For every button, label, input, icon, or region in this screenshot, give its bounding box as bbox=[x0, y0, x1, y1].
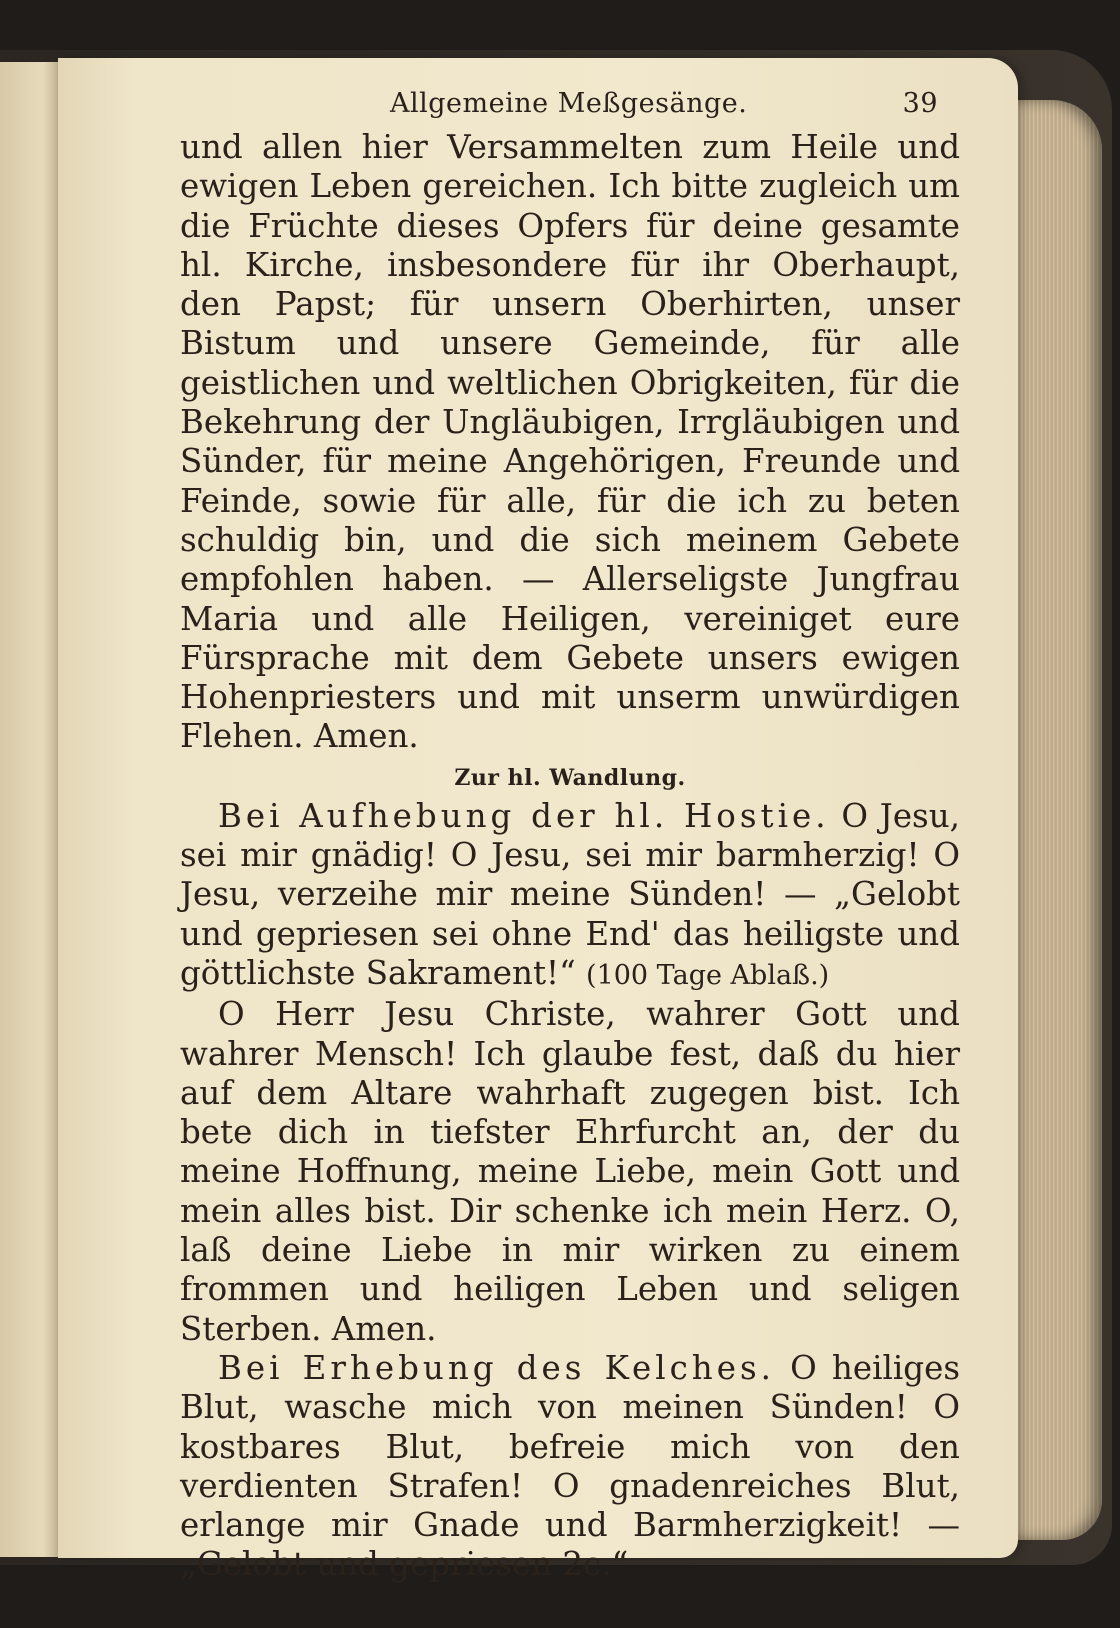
lead-phrase-chalice: Bei Erhebung des Kelches. bbox=[218, 1348, 775, 1387]
paragraph-chalice-elevation bbox=[180, 1349, 960, 1585]
prayer-text-host: O Jesu, sei mir gnädig! O Jesu, sei mir barmherzig! O Jesu, verzeihe mir meine Sünden! — „Gelobt und gepriesen sei ohne End' das heiligste und göttlichste Sakrament!“ bbox=[180, 796, 960, 992]
page-header bbox=[180, 88, 960, 128]
prayer-text-chalice: O heiliges Blut, wasche mich von meinen Sünden! O kostbares Blut, befreie mich von den verdienten Strafen! O gnadenreiches Blut, erlange mir Gnade und Barmherzigkeit! — „Gelobt und gepriesen 2c.“ bbox=[180, 1348, 960, 1584]
body-text bbox=[180, 128, 960, 1585]
running-title: Allgemeine Meßgesänge. bbox=[390, 88, 748, 119]
section-heading: Zur hl. Wandlung. bbox=[454, 764, 686, 791]
indulgence-note: (100 Tage Ablaß.) bbox=[586, 959, 830, 991]
left-page-gutter bbox=[0, 62, 62, 1557]
paragraph-intercession: und allen hier Versammelten zum Heile und ewigen Leben gereichen. Ich bitte zugleich um die Früchte dieses Opfers für deine gesamte hl. Kirche, insbesondere für ihr Oberhaupt, den Papst; für unsern Oberhirten, unser Bistum und unsere Gemeinde, für alle geistlichen und weltlichen Obrigkeiten, für die Bekehrung der Ungläubigen, Irrgläubigen und Sünder, für meine Angehörigen, Freunde und Feinde, sowie für alle, für die ich zu beten schuldig bin, und die sich meinem Gebete empfohlen haben. — Allerseligste Jungfrau Maria und alle Heiligen, vereiniget eure Fürsprache mit dem Gebete unsers ewigen Hohenpriesters und mit unserm unwürdigen Flehen. Amen. bbox=[180, 128, 960, 756]
paragraph-host-elevation bbox=[180, 797, 960, 995]
lead-phrase-host: Bei Aufhebung der hl. Hostie. bbox=[218, 796, 830, 835]
paragraph-adoration: O Herr Jesu Christe, wahrer Gott und wahrer Mensch! Ich glaube fest, daß du hier auf dem Altare wahrhaft zugegen bist. Ich bete dich in tiefster Ehrfurcht an, der du meine Hoffnung, meine Liebe, mein Gott und mein alles bist. Dir schenke ich mein Herz. O, laß deine Liebe in mir wirken zu einem frommen und heiligen Leben und seligen Sterben. Amen. bbox=[180, 995, 960, 1348]
page-number: 39 bbox=[902, 88, 938, 119]
page-content bbox=[180, 88, 960, 1585]
